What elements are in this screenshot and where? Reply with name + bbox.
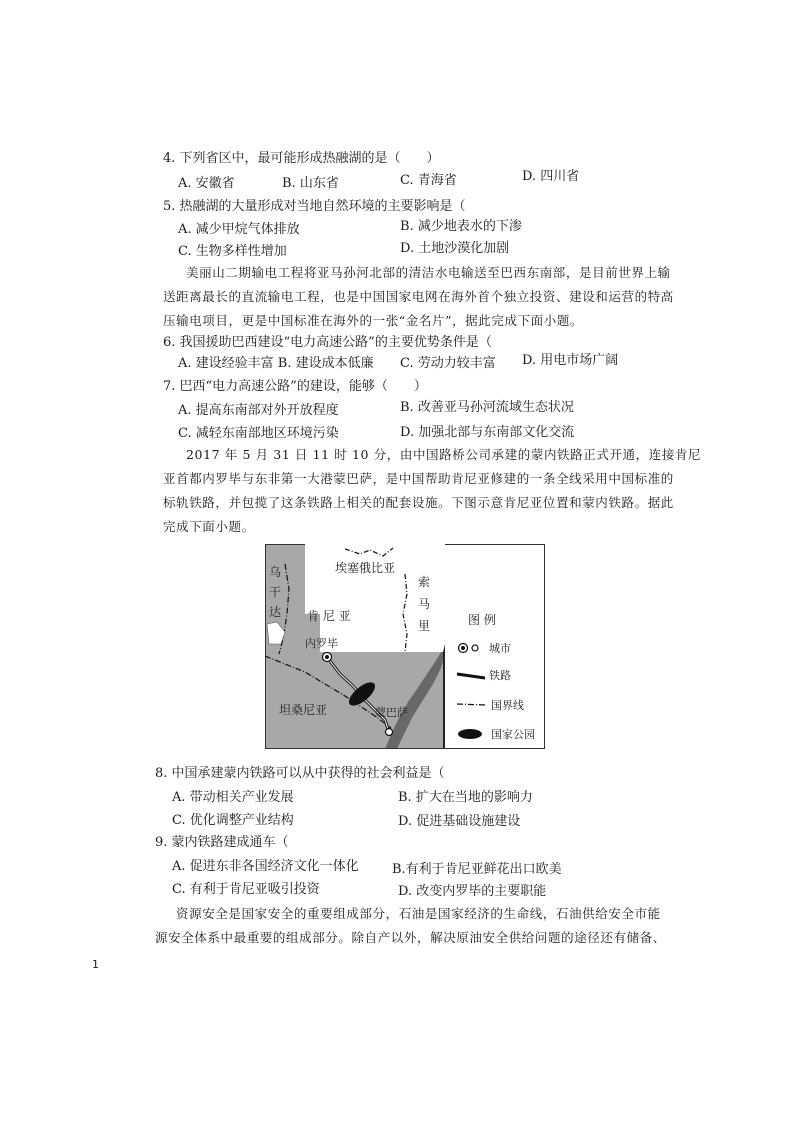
passage2-line-3: 标轨铁路，并包揽了这条铁路上相关的配套设施。下图示意肯尼亚位置和蒙内铁路。据此 — [163, 495, 674, 510]
q7-stem: 7. 巴西“电力高速公路”的建设，能够（ ） — [163, 379, 427, 394]
legend-city-label: 城市 — [489, 642, 511, 655]
legend-railway-label: 铁路 — [489, 669, 511, 682]
legend-park-icon — [458, 729, 482, 739]
q9-option-d: D. 改变内罗毕的主要职能 — [398, 884, 547, 899]
q6-stem: 6. 我国援助巴西建设“电力高速公路”的主要优势条件是（ — [163, 335, 492, 350]
legend-border-label: 国界线 — [491, 699, 524, 712]
legend-park-label: 国家公园 — [491, 728, 535, 741]
q9-stem: 9. 蒙内铁路建成通车（ — [155, 835, 289, 850]
label-nairobi: 内罗毕 — [305, 637, 338, 650]
label-somalia-2: 马 — [418, 597, 431, 611]
q8-option-b: B. 扩大在当地的影响力 — [398, 790, 533, 805]
page-number: 1 — [92, 958, 99, 971]
label-uganda-2: 干 — [269, 585, 282, 599]
label-tanzania: 坦桑尼亚 — [279, 703, 328, 717]
legend-border-icon — [457, 704, 485, 705]
label-uganda-3: 达 — [269, 605, 282, 619]
passage3-line-2: 源安全体系中最重要的组成部分。除自产以外，解决原油安全供给问题的途径还有储备、 — [155, 930, 666, 945]
label-somalia-3: 里 — [418, 619, 431, 633]
q8-option-d: D. 促进基础设施建设 — [398, 814, 521, 829]
q5-option-c: C. 生物多样性增加 — [178, 244, 287, 259]
q4-option-a: A. 安徽省 — [178, 176, 235, 191]
q8-stem: 8. 中国承建蒙内铁路可以从中获得的社会利益是（ — [155, 766, 445, 781]
q9-option-a: A. 促进东非各国经济文化一体化 — [172, 859, 359, 874]
passage3-line-1: 资源安全是国家安全的重要组成部分，石油是国家经济的生命线，石油供给安全市能 — [176, 906, 661, 921]
label-ethiopia: 埃塞俄比亚 — [335, 561, 396, 575]
q5-option-a: A. 减少甲烷气体排放 — [178, 222, 300, 237]
label-mombasa: 蒙巴萨 — [375, 706, 408, 719]
label-kenya: 肯 尼 亚 — [307, 609, 351, 623]
q6-option-c: C. 劳动力较丰富 — [400, 356, 496, 371]
passage1-line-3: 压输电项目，更是中国标准在海外的一张“金名片”，据此完成下面小题。 — [163, 313, 584, 328]
passage2-line-4: 完成下面小题。 — [163, 519, 255, 534]
q7-option-c: C. 减轻东南部地区环境污染 — [178, 426, 339, 441]
mombasa-city-symbol — [386, 729, 393, 736]
kenya-railway-map — [265, 544, 545, 749]
q8-option-c: C. 优化调整产业结构 — [172, 813, 294, 828]
q9-option-b: B.有利于肯尼亚鲜花出口欧美 — [392, 862, 562, 877]
passage2-line-2: 亚首都内罗毕与东非第一大港蒙巴萨，是中国帮助肯尼亚修建的一条全线采用中国标准的 — [163, 471, 674, 486]
q4-option-c: C. 青海省 — [400, 173, 457, 188]
q6-option-d: D. 用电市场广阔 — [522, 353, 619, 368]
q4-option-b: B. 山东省 — [282, 176, 339, 191]
q8-option-a: A. 带动相关产业发展 — [172, 790, 294, 805]
q4-stem: 4. 下列省区中，最可能形成热融湖的是（ ） — [163, 151, 440, 166]
q7-option-d: D. 加强北部与东南部文化交流 — [400, 425, 575, 440]
q5-option-d: D. 土地沙漠化加剧 — [400, 241, 510, 256]
label-somalia-1: 索 — [418, 575, 431, 589]
passage1-line-2: 送距离最长的直流输电工程，也是中国国家电网在海外首个独立投资、建设和运营的特高 — [163, 289, 674, 304]
q5-option-b: B. 减少地表水的下渗 — [400, 219, 522, 234]
q9-option-c: C. 有利于肯尼亚吸引投资 — [172, 882, 320, 897]
legend-railway-icon — [457, 674, 485, 678]
q5-stem: 5. 热融湖的大量形成对当地自然环境的主要影响是（ — [163, 199, 466, 214]
passage2-line-1: 2017 年 5 月 31 日 11 时 10 分，由中国路桥公司承建的蒙内铁路正式开通，连接肯尼 — [186, 447, 702, 462]
q4-option-d: D. 四川省 — [522, 169, 580, 184]
q7-option-a: A. 提高东南部对外开放程度 — [178, 403, 339, 418]
q6-option-ab: A. 建设经验丰富 B. 建设成本低廉 — [178, 356, 374, 371]
q7-option-b: B. 改善亚马孙河流域生态状况 — [400, 400, 574, 415]
label-uganda-1: 乌 — [269, 565, 282, 579]
legend-title: 图 例 — [468, 613, 496, 627]
passage1-line-1: 美丽山二期输电工程将亚马孙河北部的清洁水电输送至巴西东南部，是目前世界上输 — [186, 265, 671, 280]
